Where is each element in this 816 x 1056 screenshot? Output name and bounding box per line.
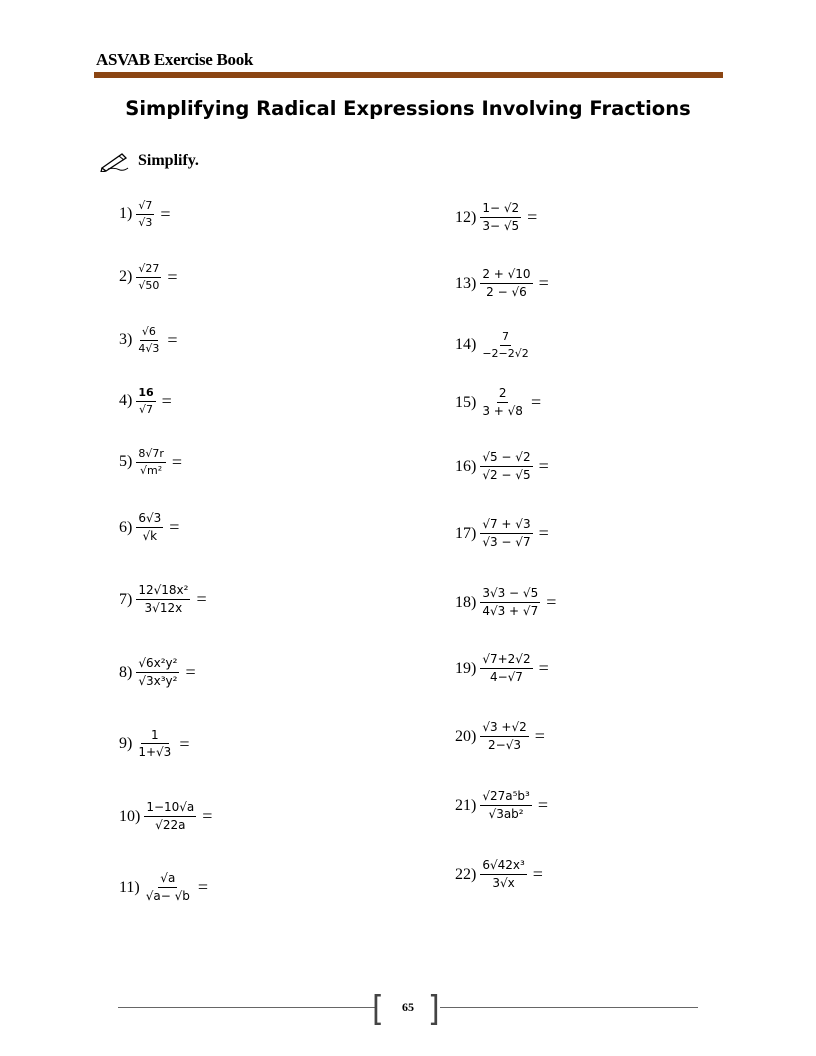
problem-number: 1) — [119, 205, 133, 223]
fraction — [136, 325, 161, 356]
problem-4 — [119, 386, 172, 417]
denominator: 2−√3 — [488, 738, 522, 752]
numerator: √27 — [136, 262, 161, 278]
numerator: √6 — [140, 325, 158, 341]
denominator: √22a — [155, 818, 186, 832]
problem-number: 19) — [455, 659, 477, 677]
problem-number: 5) — [119, 453, 133, 471]
problem-19 — [455, 652, 549, 685]
problem-18 — [455, 586, 556, 619]
problem-number: 12) — [455, 208, 477, 226]
equals-sign: = — [160, 203, 171, 224]
fraction — [480, 586, 540, 619]
page-number: 65 — [402, 1000, 414, 1014]
denominator: √2 − √5 — [482, 468, 531, 482]
equals-sign: = — [171, 451, 183, 472]
numerator: 8√7r — [136, 447, 166, 463]
problem-number: 7) — [119, 590, 133, 608]
problem-number: 20) — [455, 727, 477, 745]
problem-13 — [455, 267, 549, 300]
numerator: 6√42x³ — [480, 858, 526, 875]
numerator: 6√3 — [136, 511, 163, 528]
fraction — [136, 583, 190, 616]
numerator: 7 — [500, 330, 511, 346]
problem-number: 8) — [119, 663, 133, 681]
denominator: √7 — [138, 402, 153, 416]
numerator: 1 — [141, 728, 169, 744]
denominator: √3 — [138, 215, 153, 229]
equals-sign: = — [538, 456, 549, 476]
fraction — [136, 199, 154, 230]
problem-number: 16) — [455, 457, 477, 475]
denominator: 3√x — [492, 876, 515, 890]
problem-10 — [119, 800, 212, 833]
numerator: √3 +√2 — [480, 720, 528, 737]
problem-12 — [455, 201, 537, 234]
instruction-label: Simplify. — [138, 152, 199, 169]
denominator: √k — [142, 529, 158, 543]
right-bracket-ornament: ] — [428, 989, 440, 1030]
fraction — [136, 511, 163, 544]
equals-sign: = — [167, 266, 178, 287]
problem-1 — [119, 199, 171, 230]
equals-sign: = — [538, 273, 549, 293]
fraction — [136, 386, 155, 417]
problem-20 — [455, 720, 545, 753]
denominator: 4−√7 — [489, 670, 523, 684]
denominator: √3ab² — [488, 807, 524, 821]
numerator: 2 + √10 — [480, 267, 532, 284]
problem-number: 2) — [119, 268, 133, 286]
header-title: ASVAB Exercise Book — [96, 50, 254, 69]
fraction — [480, 386, 525, 419]
equals-sign: = — [169, 517, 180, 537]
left-bracket-ornament: [ — [372, 989, 384, 1030]
problem-22 — [455, 858, 543, 891]
equals-sign: = — [537, 795, 548, 815]
numerator: 12√18x² — [136, 583, 190, 600]
fraction — [480, 858, 526, 891]
equals-sign: = — [538, 658, 549, 678]
fraction — [480, 652, 532, 685]
denominator: √m² — [140, 463, 163, 477]
fraction — [136, 656, 179, 689]
problem-11 — [119, 871, 208, 904]
numerator: 1−10√a — [144, 800, 196, 817]
problem-number: 18) — [455, 593, 477, 611]
problem-17 — [455, 517, 549, 550]
numerator: √a — [158, 871, 177, 888]
equals-sign: = — [202, 806, 213, 826]
equals-sign: = — [534, 726, 545, 746]
equals-sign: = — [167, 329, 178, 350]
denominator: 4√3 — [138, 341, 160, 355]
denominator: √50 — [138, 278, 160, 292]
fraction — [480, 330, 530, 361]
denominator: √a− √b — [145, 889, 190, 903]
denominator: 3 + √8 — [482, 404, 523, 418]
denominator: 4√3 + √7 — [482, 604, 539, 618]
problem-number: 14) — [455, 336, 477, 354]
numerator: √5 − √2 — [480, 450, 532, 467]
numerator: √7 + √3 — [480, 517, 532, 534]
fraction — [480, 201, 521, 234]
equals-sign: = — [196, 589, 207, 609]
fraction — [480, 267, 532, 300]
fraction — [136, 262, 161, 293]
numerator: 1− √2 — [480, 201, 521, 218]
numerator: √27a⁵b³ — [480, 789, 532, 806]
problem-14 — [455, 330, 531, 361]
numerator: 2 — [497, 386, 509, 403]
denominator: −2−2√2 — [482, 346, 529, 360]
equals-sign: = — [161, 390, 172, 411]
pencil-icon — [100, 150, 130, 172]
problem-number: 6) — [119, 518, 133, 536]
problem-number: 11) — [119, 878, 140, 896]
equals-sign: = — [185, 662, 196, 682]
problem-9 — [119, 728, 189, 760]
problem-number: 10) — [119, 807, 141, 825]
problem-8 — [119, 656, 196, 689]
fraction — [480, 789, 532, 822]
numerator: √7+2√2 — [480, 652, 532, 669]
problem-number: 21) — [455, 796, 477, 814]
equals-sign: = — [532, 864, 543, 884]
header-rule — [94, 72, 723, 78]
denominator: 3√12x — [144, 601, 183, 615]
page-title: Simplifying Radical Expressions Involving Fractions — [125, 97, 691, 120]
equals-sign: = — [527, 207, 538, 227]
denominator: √3 − √7 — [482, 535, 531, 549]
denominator: 3− √5 — [482, 219, 520, 233]
fraction — [144, 871, 192, 904]
problem-number: 9) — [119, 735, 133, 752]
problem-2 — [119, 262, 178, 293]
problem-number: 15) — [455, 393, 477, 411]
problem-number: 3) — [119, 331, 133, 349]
equals-sign: = — [179, 733, 190, 754]
problem-15 — [455, 386, 541, 419]
fraction — [480, 720, 528, 753]
problem-number: 22) — [455, 865, 477, 883]
problem-7 — [119, 583, 207, 616]
equals-sign: = — [546, 592, 557, 612]
equals-sign: = — [538, 523, 549, 543]
problem-6 — [119, 511, 179, 544]
problem-number: 4) — [119, 392, 133, 410]
denominator: 1+√3 — [138, 745, 172, 759]
footer-rule-right — [440, 1007, 698, 1008]
fraction — [136, 447, 166, 478]
fraction — [144, 800, 196, 833]
problem-16 — [455, 450, 549, 483]
fraction — [480, 450, 532, 483]
footer-rule-left — [118, 1007, 376, 1008]
problem-number: 13) — [455, 274, 477, 292]
problem-21 — [455, 789, 548, 822]
problem-3 — [119, 325, 178, 356]
fraction — [480, 517, 532, 550]
instruction — [100, 150, 199, 172]
problem-5 — [119, 447, 182, 478]
problem-number: 17) — [455, 524, 477, 542]
fraction — [136, 728, 173, 760]
numerator: √6x²y² — [136, 656, 179, 673]
numerator: 16 — [136, 386, 155, 402]
numerator: √7 — [136, 199, 154, 215]
equals-sign: = — [197, 877, 209, 897]
numerator: 3√3 − √5 — [480, 586, 540, 603]
denominator: √3x³y² — [138, 674, 178, 688]
denominator: 2 − √6 — [486, 285, 527, 299]
equals-sign: = — [530, 392, 542, 412]
